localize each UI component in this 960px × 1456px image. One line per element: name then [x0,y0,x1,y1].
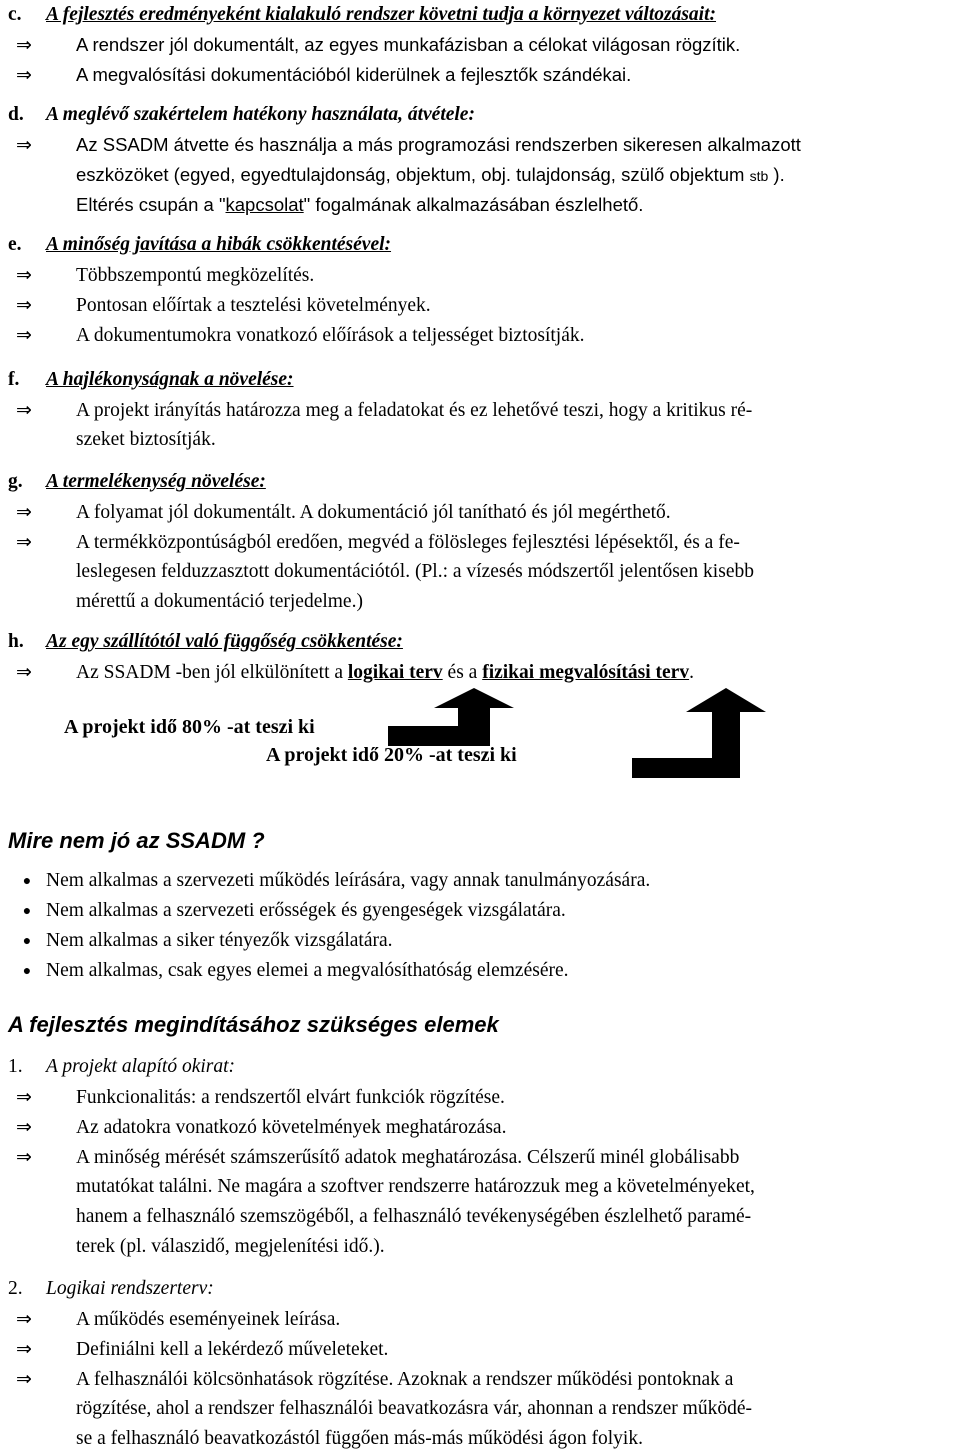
list-item: ● Nem alkalmas a szervezeti erősségek és gyengeségek vizsgálatára. [8,896,956,926]
section-label: 1. [8,1056,23,1077]
not-good-list [8,866,956,986]
list-item-continuation: terek (pl. válaszidő, megjelenítési idő.). [76,1236,385,1257]
list-item: ⇒ Többszempontú megközelítés. [8,260,956,290]
list-item-continuation: rögzítése, ahol a rendszer felhasználói beavatkozásra vár, ahonnan a rendszer működé- [76,1398,752,1419]
section-label: d. [8,104,24,125]
list-item-continuation: hanem a felhasználó szemszögéből, a felhasználó tevékenységében észlelhető paramé- [76,1206,752,1227]
list-item: ● Nem alkalmas a siker tényezők vizsgálatára. [8,926,956,956]
list-item: ⇒ Definiálni kell a lekérdező műveleteket. [8,1334,956,1364]
section-title: A termelékenység növelése: [46,471,266,492]
section-label: 2. [8,1278,23,1299]
bullet-icon: ● [22,903,32,919]
section-2 [8,1274,956,1454]
physical-plan-term: fizikai megvalósítási terv [482,662,690,683]
list-item-continuation: leslegesen felduzzasztott dokumentációtól. (Pl.: a vízesés módszertől jelentősen kisebb [76,561,754,582]
implies-icon: ⇒ [16,661,32,683]
section-h [8,627,956,687]
section-f [8,365,956,455]
section-label: g. [8,471,23,492]
section-title: A projekt alapító okirat: [46,1056,236,1077]
section-d [8,100,956,220]
list-item-continuation: eszközöket (egyed, egyedtulajdonság, objektum, obj. tulajdonság, szülő objektum stb ). [76,164,785,185]
section-title: Az egy szállítótól való függőség csökkentése: [46,631,403,652]
bullet-icon: ● [22,963,32,979]
section-label: h. [8,631,24,652]
list-item: ⇒ A rendszer jól dokumentált, az egyes munkafázisban a célokat világosan rögzítik. [8,30,956,60]
list-item-continuation: Eltérés csupán a "kapcsolat" fogalmának alkalmazásában észlelhető. [76,194,644,215]
list-item: ⇒ A megvalósítási dokumentációból kiderülnek a fejlesztők szándékai. [8,60,956,90]
list-item-continuation: szeket biztosítják. [76,429,216,450]
list-item: ⇒ A minőség mérését számszerűsítő adatok meghatározása. Célszerű minél globálisabb [8,1142,956,1172]
caption-20: A projekt idő 20% -at teszi ki [266,744,517,766]
implies-icon: ⇒ [16,294,32,316]
list-item: ⇒ A felhasználói kölcsönhatások rögzítése. Azoknak a rendszer működési pontoknak a [8,1364,956,1394]
bullet-icon: ● [22,873,32,889]
section-title: Logikai rendszerterv: [46,1278,214,1299]
implies-icon: ⇒ [16,264,32,286]
implies-icon: ⇒ [16,501,32,523]
implies-icon: ⇒ [16,531,32,553]
section-g [8,467,956,617]
implies-icon: ⇒ [16,1368,32,1390]
list-item: ⇒ A folyamat jól dokumentált. A dokumentáció jól tanítható és jól megérthető. [8,497,956,527]
caption-80: A projekt idő 80% -at teszi ki [64,716,315,738]
implies-icon: ⇒ [16,324,32,346]
section-title: A minőség javítása a hibák csökkentésével: [46,234,392,255]
list-item: ⇒ A termékközpontúságból eredően, megvéd a fölösleges fejlesztési lépésektől, és a fe- [8,527,956,557]
list-item: ⇒ A működés eseményeinek leírása. [8,1304,956,1334]
implies-icon: ⇒ [16,399,32,421]
list-item: ⇒ A projekt irányítás határozza meg a feladatokat és ez lehetővé teszi, hogy a kritikus ré- [8,395,956,425]
bullet-icon: ● [22,933,32,949]
section-label: c. [8,4,22,25]
section-e [8,230,956,350]
implies-icon: ⇒ [16,1146,32,1168]
section-1 [8,1052,956,1262]
list-item: ● Nem alkalmas a szervezeti működés leírására, vagy annak tanulmányozására. [8,866,956,896]
list-item: ⇒ Funkcionalitás: a rendszertől elvárt funkciók rögzítése. [8,1082,956,1112]
list-item: ⇒ Az SSADM átvette és használja a más programozási rendszerben sikeresen alkalmazott [8,130,956,160]
section-label: e. [8,234,22,255]
section-c [8,0,956,90]
arrow-logical-icon [388,688,528,746]
list-item: ● Nem alkalmas, csak egyes elemei a megvalósíthatóság elemzésére. [8,956,956,986]
list-item: ⇒ Az SSADM -ben jól elkülönített a logikai terv és a fizikai megvalósítási terv. [8,657,956,687]
implies-icon: ⇒ [16,64,32,86]
implies-icon: ⇒ [16,134,32,156]
heading-start-elements: A fejlesztés megindításához szükséges elemek [8,1012,499,1037]
list-item-continuation: mutatókat találni. Ne magára a szoftver rendszerre határozzuk meg a követelményeket, [76,1176,755,1197]
section-title: A hajlékonyságnak a növelése: [46,369,294,390]
implies-icon: ⇒ [16,1308,32,1330]
implies-icon: ⇒ [16,1338,32,1360]
list-item: ⇒ Az adatokra vonatkozó követelmények meghatározása. [8,1112,956,1142]
list-item: ⇒ A dokumentumokra vonatkozó előírások a teljességet biztosítják. [8,320,956,350]
implies-icon: ⇒ [16,34,32,56]
logical-plan-term: logikai terv [347,662,443,683]
list-item-continuation: se a felhasználó beavatkozástól függően más-más működési ágon folyik. [76,1428,643,1449]
section-label: f. [8,369,20,390]
arrow-physical-icon [632,688,772,778]
implies-icon: ⇒ [16,1116,32,1138]
section-title: A fejlesztés eredményeként kialakuló rendszer követni tudja a környezet változásait: [46,4,717,25]
implies-icon: ⇒ [16,1086,32,1108]
heading-not-good-for: Mire nem jó az SSADM ? [8,828,265,853]
list-item-continuation: mérettű a dokumentáció terjedelme.) [76,591,363,612]
section-title: A meglévő szakértelem hatékony használata, átvétele: [46,104,475,125]
list-item: ⇒ Pontosan előírtak a tesztelési követelmények. [8,290,956,320]
